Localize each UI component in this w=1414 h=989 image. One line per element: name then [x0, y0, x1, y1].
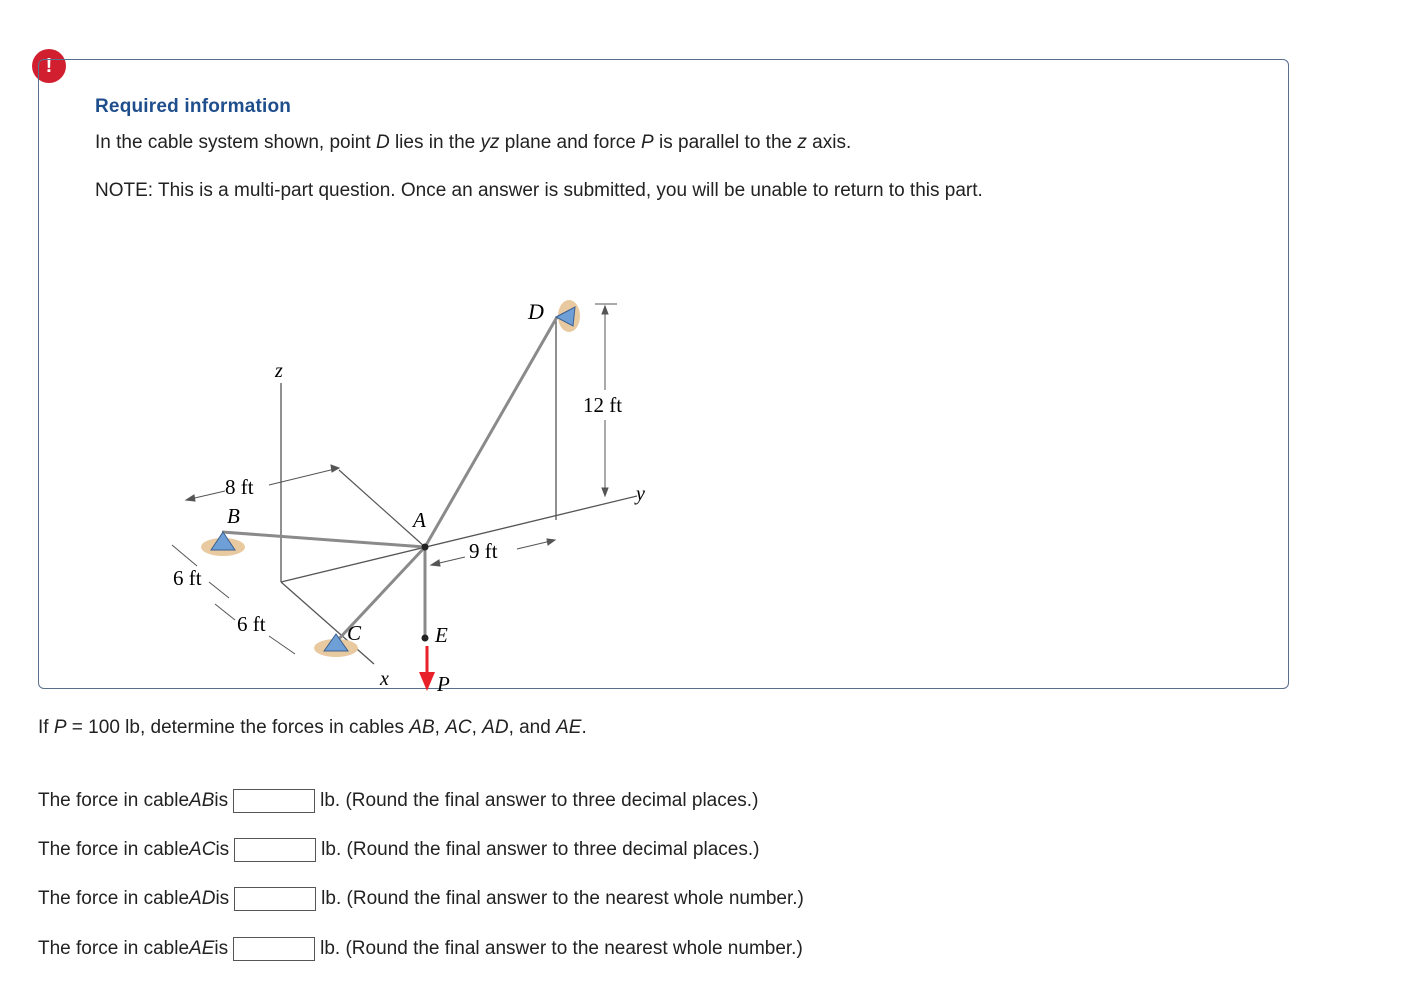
answer-row-ab: The force in cable AB is lb. (Round the final answer to three decimal places.)	[38, 790, 759, 811]
label-c: C	[347, 621, 362, 645]
answer-unit-ac: lb. (Round the final answer to three decimal places.)	[321, 839, 760, 860]
answer-input-ac[interactable]	[234, 838, 316, 862]
label-b: B	[227, 504, 240, 528]
answer-input-ab[interactable]	[233, 789, 315, 813]
label-e: E	[435, 623, 448, 647]
answer-row-ac: The force in cable AC is lb. (Round the final answer to three decimal places.)	[38, 839, 760, 860]
info-description: In the cable system shown, point D lies in the yz plane and force P is parallel to the z axis.	[95, 132, 852, 153]
label-6ft-left: 6 ft	[173, 566, 202, 590]
answer-input-ae[interactable]	[233, 937, 315, 961]
answer-unit-ad: lb. (Round the final answer to the nearest whole number.)	[321, 888, 804, 909]
point-e	[422, 635, 429, 642]
label-9ft: 9 ft	[469, 539, 498, 563]
label-8ft: 8 ft	[225, 475, 254, 499]
answer-row-ae: The force in cable AE is lb. (Round the final answer to the nearest whole number.)	[38, 938, 803, 959]
question-text: If P = 100 lb, determine the forces in cables AB, AC, AD, and AE.	[38, 717, 587, 738]
cable-system-figure	[129, 236, 645, 696]
required-information-box	[38, 59, 1289, 696]
dimension-8ft	[186, 465, 339, 501]
support-b	[201, 532, 245, 556]
force-p-arrowhead	[419, 672, 435, 691]
answer-unit-ae: lb. (Round the final answer to the nearest whole number.)	[320, 938, 803, 959]
label-p: P	[437, 672, 450, 696]
cable-ab	[222, 532, 425, 547]
alert-icon: !	[32, 49, 66, 83]
point-a	[422, 544, 429, 551]
cable-ad	[425, 317, 557, 547]
label-z-axis: z	[275, 360, 283, 382]
info-note: NOTE: This is a multi-part question. Once an answer is submitted, you will be unable to return to this part.	[95, 180, 983, 201]
answer-unit-ab: lb. (Round the final answer to three decimal places.)	[320, 790, 759, 811]
info-title: Required information	[95, 96, 292, 117]
label-a: A	[413, 508, 426, 532]
support-d	[556, 300, 580, 332]
answer-row-ad: The force in cable AD is lb. (Round the final answer to the nearest whole number.)	[38, 888, 804, 909]
label-d: D	[528, 299, 544, 324]
label-6ft-bottom: 6 ft	[237, 612, 266, 636]
answer-input-ad[interactable]	[234, 887, 316, 911]
label-12ft: 12 ft	[583, 393, 623, 417]
label-y-axis: y	[636, 483, 645, 505]
label-x-axis: x	[380, 668, 389, 690]
